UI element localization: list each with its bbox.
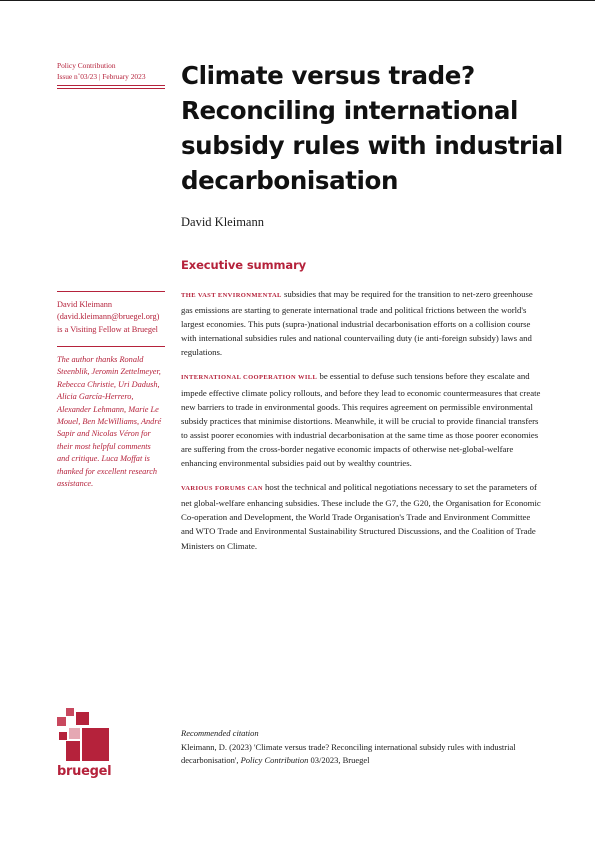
paragraph-text: host the technical and political negotiations necessary to set the parameters of net global-welfare enhancing subsidies. These include the G7, the G20, the Organisation for Economic Co-operation and Development, the World Trade Organisation's Trade and Environment Committee and WTO Trade and Environmental Sustainability Structured Discussions, and the Coalition of Trade Ministers on Climate. bbox=[181, 482, 541, 551]
acknowledgements: The author thanks Ronald Steenblik, Jeromin Zettelmeyer, Rebecca Christie, Uri Dadush, Alicia García-Herrero, Alexander Lehmann, Marie Le Mouel, Ben McWilliams, André Sapir and Nicolas Véron for their most helpful comments and critique. Luca Moffat is thanked for excellent research assistance. bbox=[57, 355, 162, 489]
summary-paragraph bbox=[181, 287, 543, 359]
executive-summary-body bbox=[181, 287, 543, 563]
summary-paragraph bbox=[181, 369, 543, 470]
paragraph-text: subsidies that may be required for the transition to net-zero greenhouse gas emissions are starting to generate international trade and political frictions between the world's largest economies. This puts (supra-)national industrial decarbonisation efforts on a collision course with international subsidies rules and national countervailing duty (ie anti-foreign subsidy) laws and regulations. bbox=[181, 289, 533, 358]
sidebar-rule-1 bbox=[57, 291, 165, 292]
top-border bbox=[0, 0, 595, 1]
citation-issue: 03/2023, Bruegel bbox=[308, 755, 370, 765]
paragraph-lead: VARIOUS FORUMS CAN bbox=[181, 485, 263, 493]
author-bio: David Kleimann (david.kleimann@bruegel.org) is a Visiting Fellow at Bruegel bbox=[57, 300, 160, 334]
issue-label: Issue n˚03/23 | February 2023 bbox=[57, 71, 146, 81]
series-label: Policy Contribution bbox=[57, 61, 116, 70]
document-title: Climate versus trade? Reconciling international subsidy rules with industrial decarbonisation bbox=[181, 61, 563, 195]
meta-rule-bottom bbox=[57, 88, 165, 89]
citation-main: Kleimann, D. (2023) 'Climate versus trade? Reconciling international subsidy rules with industrial decarbonisation', bbox=[181, 742, 516, 765]
citation-label: Recommended citation bbox=[181, 728, 259, 738]
sidebar-rule-2 bbox=[57, 346, 165, 347]
meta-rule-top bbox=[57, 85, 165, 86]
paragraph-text: be essential to defuse such tensions before they escalate and impede effective climate policy rollouts, and before they lead to economic countermeasures that create new barriers to trade in environmental goods. This requires agreement on permissible environmental subsidy practices that minimise distortions. Meanwhile, it will be crucial to provide financial transfers to assist poorer economies with industrial decarbonisation at the same time as those poorer economies are suffering from the cross-border negative economic impacts of otherwise net-global-welfare enhancing environmental subsidies paid out by wealthy countries. bbox=[181, 371, 541, 469]
summary-paragraph bbox=[181, 480, 543, 552]
publication-meta bbox=[57, 61, 167, 82]
paragraph-lead: INTERNATIONAL COOPERATION WILL bbox=[181, 374, 318, 382]
executive-summary-heading: Executive summary bbox=[181, 258, 307, 272]
citation-series: Policy Contribution bbox=[240, 755, 309, 765]
author-name: David Kleimann bbox=[181, 215, 264, 229]
bruegel-wordmark: bruegel bbox=[57, 764, 112, 779]
paragraph-lead: THE VAST ENVIRONMENTAL bbox=[181, 292, 282, 299]
citation-text bbox=[181, 741, 561, 767]
